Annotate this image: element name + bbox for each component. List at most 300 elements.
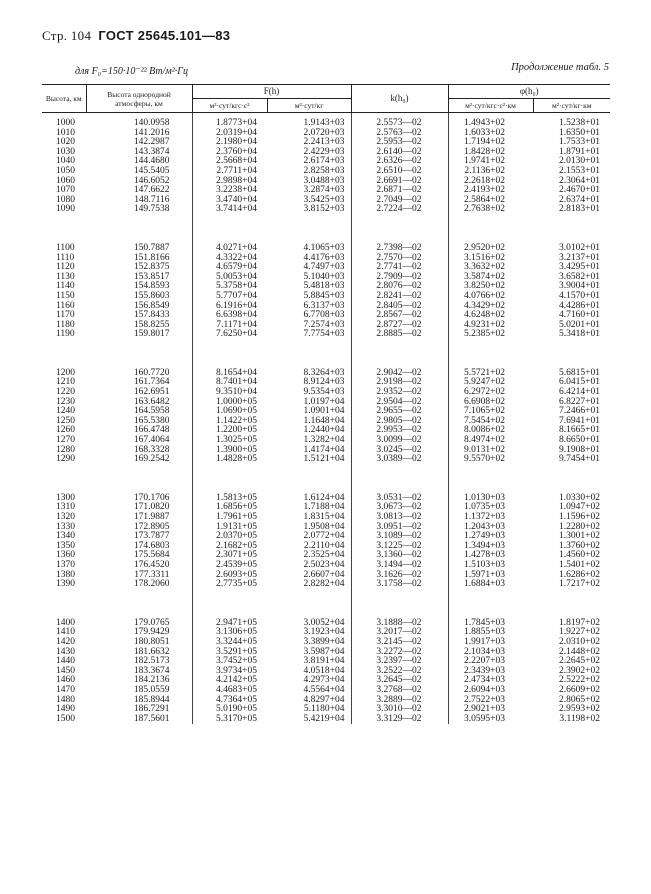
table-cell: 3.3899+04 xyxy=(303,636,345,647)
table-cell: 2.2413+03 xyxy=(303,137,345,148)
table-cell: 3.3010—02 xyxy=(351,705,448,715)
col-phi: φ(h₀) xyxy=(448,85,610,99)
table-cell: 7.6941+01 xyxy=(559,415,601,426)
table-cell: 1.6124+04 xyxy=(303,492,345,503)
table-cell: 6.3137+03 xyxy=(303,300,345,311)
table-cell: 140.0958 xyxy=(133,118,170,128)
table-cell: 1360 xyxy=(56,550,75,561)
table-cell: 1200 xyxy=(56,367,75,378)
table-cell: 4.6248+02 xyxy=(448,311,533,321)
table-row xyxy=(42,205,610,215)
table-cell: 1060 xyxy=(56,175,75,186)
table-cell: 1350 xyxy=(56,540,75,551)
table-cell: 4.1570+01 xyxy=(559,290,601,301)
table-cell: 156.8549 xyxy=(133,300,170,311)
table-cell: 2.7741—02 xyxy=(351,263,448,273)
table-cell: 4.7497+03 xyxy=(303,262,345,273)
table-cell: 8.7401+04 xyxy=(192,378,267,388)
table-cell: 2.2645+02 xyxy=(559,656,601,667)
table-cell: 2.5023+04 xyxy=(303,559,345,570)
table-cell: 2.3902+02 xyxy=(559,665,601,676)
table-cell: 1.4943+02 xyxy=(448,119,533,129)
table-cell: 1.4174+04 xyxy=(303,444,345,455)
table-cell: 3.2238+04 xyxy=(192,186,267,196)
table-cell: 168.3328 xyxy=(133,444,170,455)
table-cell: 1480 xyxy=(56,694,75,705)
table-cell: 2.8076—02 xyxy=(351,282,448,292)
table-cell: 1240 xyxy=(56,406,75,417)
table-cell: 4.4176+03 xyxy=(303,252,345,263)
table-cell: 2.4670+01 xyxy=(559,185,601,196)
table-cell: 1.2440+04 xyxy=(303,425,345,436)
table-cell: 152.8375 xyxy=(133,262,170,273)
table-cell: 165.5380 xyxy=(133,415,170,426)
table-cell: 8.1665+01 xyxy=(559,425,601,436)
table-cell: 4.4683+05 xyxy=(192,686,267,696)
table-cell: 1.6856+05 xyxy=(192,503,267,513)
table-cell: 2.4539+05 xyxy=(192,561,267,571)
table-cell: 1020 xyxy=(56,137,75,148)
table-cell: 2.9471+05 xyxy=(192,619,267,629)
table-cell: 1.0000+05 xyxy=(192,398,267,408)
table-cell: 2.1448+02 xyxy=(559,646,601,657)
table-cell: 2.1682+05 xyxy=(192,542,267,552)
table-cell: 2.9042—02 xyxy=(351,369,448,379)
table-cell: 2.3064+01 xyxy=(559,175,601,186)
table-cell: 1.8428+02 xyxy=(448,148,533,158)
table-cell: 5.8845+03 xyxy=(303,290,345,301)
table-cell: 5.1180+04 xyxy=(303,704,345,715)
table-cell: 159.8017 xyxy=(133,329,170,340)
col-F-unit2: м²·сут/кг xyxy=(267,99,351,113)
table-cell: 1.0197+04 xyxy=(303,396,345,407)
table-cell: 2.5222+02 xyxy=(559,675,601,686)
table-cell: 5.3758+04 xyxy=(192,282,267,292)
table-cell: 3.8250+02 xyxy=(448,282,533,292)
table-cell: 176.4520 xyxy=(133,559,170,570)
table-cell: 185.8944 xyxy=(133,694,170,705)
table-cell: 3.0595+03 xyxy=(448,715,533,725)
table-cell: 2.9898+04 xyxy=(192,177,267,187)
table-cell: 3.2137+01 xyxy=(559,252,601,263)
page-header xyxy=(42,28,230,44)
table-cell: 178.2060 xyxy=(133,579,170,590)
table-cell: 2.6093+05 xyxy=(192,571,267,581)
table-cell: 3.1306+05 xyxy=(192,628,267,638)
table-cell: 179.9429 xyxy=(133,627,170,638)
table-cell: 3.5874+02 xyxy=(448,273,533,283)
table-cell: 183.3674 xyxy=(133,665,170,676)
table-cell: 2.0370+05 xyxy=(192,532,267,542)
table-cell: 3.2397—02 xyxy=(351,657,448,667)
table-cell: 1.7194+02 xyxy=(448,138,533,148)
table-cell: 1340 xyxy=(56,531,75,542)
table-cell: 7.1065+02 xyxy=(448,407,533,417)
table-cell: 3.9734+05 xyxy=(192,667,267,677)
table-cell: 2.9655—02 xyxy=(351,407,448,417)
table-cell: 5.2385+02 xyxy=(448,330,533,340)
table-cell: 7.1171+04 xyxy=(192,321,267,331)
table-cell: 1.8855+03 xyxy=(448,628,533,638)
table-cell: 5.3170+05 xyxy=(192,715,267,725)
table-cell: 1.3025+05 xyxy=(192,436,267,446)
table-cell: 8.0086+02 xyxy=(448,426,533,436)
table-cell: 4.1065+03 xyxy=(303,242,345,253)
table-cell: 146.6052 xyxy=(133,175,170,186)
table-cell: 4.7364+05 xyxy=(192,696,267,706)
table-cell: 3.7452+05 xyxy=(192,657,267,667)
table-cell: 3.0099—02 xyxy=(351,436,448,446)
table-cell: 1.1372+03 xyxy=(448,513,533,523)
table-cell: 1250 xyxy=(56,415,75,426)
table-cell: 1.0901+04 xyxy=(303,406,345,417)
table-cell: 1320 xyxy=(56,512,75,522)
table-cell: 3.2768—02 xyxy=(351,686,448,696)
table-row xyxy=(42,330,610,340)
table-cell: 1450 xyxy=(56,665,75,676)
table-cell: 4.2973+04 xyxy=(303,675,345,686)
table-cell: 2.7909—02 xyxy=(351,273,448,283)
table-cell: 2.2618+02 xyxy=(448,177,533,187)
table-cell: 2.3760+04 xyxy=(192,148,267,158)
table-cell: 2.6174+03 xyxy=(303,156,345,167)
table-cell: 1190 xyxy=(56,329,75,340)
table-cell: 1040 xyxy=(56,156,75,167)
table-cell: 3.4740+04 xyxy=(192,196,267,206)
table-cell: 3.1626—02 xyxy=(351,571,448,581)
table-cell: 4.9231+02 xyxy=(448,321,533,331)
table-cell: 1270 xyxy=(56,435,75,446)
table-cell: 4.0518+04 xyxy=(303,665,345,676)
table-cell: 1.2280+02 xyxy=(559,521,601,532)
table-cell: 3.0488+03 xyxy=(303,175,345,186)
table-cell: 4.0766+02 xyxy=(448,292,533,302)
table-cell: 2.5864+02 xyxy=(448,196,533,206)
table-cell: 1.7188+04 xyxy=(303,502,345,513)
table-cell: 187.5601 xyxy=(133,713,170,724)
table-cell: 1310 xyxy=(56,502,75,513)
table-cell: 157.8433 xyxy=(133,310,170,321)
table-cell: 2.7049—02 xyxy=(351,196,448,206)
table-cell: 3.2889—02 xyxy=(351,696,448,706)
table-cell: 160.7720 xyxy=(133,367,170,378)
table-cell: 2.9504—02 xyxy=(351,398,448,408)
table-cell: 3.8152+03 xyxy=(303,204,345,215)
table-cell: 154.8593 xyxy=(133,281,170,292)
table-cell: 3.2017—02 xyxy=(351,628,448,638)
table-cell: 5.9247+02 xyxy=(448,378,533,388)
table-cell: 3.0951—02 xyxy=(351,523,448,533)
table-row xyxy=(42,580,610,590)
table-cell: 6.8227+01 xyxy=(559,396,601,407)
table-cell: 5.3418+01 xyxy=(559,329,601,340)
table-condition: для F₀=150·10⁻²² Вт/м²·Гц xyxy=(75,66,188,77)
table-cell: 143.3874 xyxy=(133,146,170,157)
col-phi-unit2: м²·сут/кг·км xyxy=(533,99,610,113)
table-cell: 2.3439+03 xyxy=(448,667,533,677)
table-cell: 1.9227+02 xyxy=(559,627,601,638)
table-cell: 1110 xyxy=(56,252,75,263)
table-cell: 2.5573—02 xyxy=(351,119,448,129)
table-cell: 1410 xyxy=(56,627,75,638)
table-cell: 1.3900+05 xyxy=(192,446,267,456)
table-cell: 2.8727—02 xyxy=(351,321,448,331)
table-cell: 2.7570—02 xyxy=(351,254,448,264)
table-cell: 5.0053+04 xyxy=(192,273,267,283)
table-cell: 1390 xyxy=(56,579,75,590)
table-cell: 1.4828+05 xyxy=(192,455,267,465)
table-cell: 1.0735+03 xyxy=(448,503,533,513)
table-cell: 1.1648+04 xyxy=(303,415,345,426)
col-phi-unit1: м²·сут/кгс·с²·км xyxy=(448,99,533,113)
table-cell: 182.5173 xyxy=(133,656,170,667)
table-cell: 1.7961+05 xyxy=(192,513,267,523)
table-cell: 2.9593+02 xyxy=(559,704,601,715)
table-cell: 3.1360—02 xyxy=(351,551,448,561)
table-cell: 3.1089—02 xyxy=(351,532,448,542)
table-cell: 3.0102+01 xyxy=(559,242,601,253)
table-cell: 1.5103+03 xyxy=(448,561,533,571)
table-cell: 149.7538 xyxy=(133,204,170,215)
table-cell: 1.3282+04 xyxy=(303,435,345,446)
table-cell: 1070 xyxy=(56,185,75,196)
table-cell: 181.6632 xyxy=(133,646,170,657)
table-cell: 162.6951 xyxy=(133,387,170,398)
table-cell: 1.5238+01 xyxy=(559,118,601,128)
table-cell: 169.2542 xyxy=(133,454,170,465)
table-cell: 1.9917+03 xyxy=(448,638,533,648)
table-cell: 3.3129—02 xyxy=(351,715,448,725)
table-cell: 5.0190+05 xyxy=(192,705,267,715)
table-cell: 1430 xyxy=(56,646,75,657)
table-cell: 144.4680 xyxy=(133,156,170,167)
table-cell: 174.6803 xyxy=(133,540,170,551)
table-cell: 1090 xyxy=(56,204,75,215)
table-cell: 1380 xyxy=(56,569,75,580)
table-cell: 2.8241—02 xyxy=(351,292,448,302)
table-row xyxy=(42,715,610,725)
table-cell: 1370 xyxy=(56,559,75,570)
table-cell: 2.4229+03 xyxy=(303,146,345,157)
table-cell: 1.3494+03 xyxy=(448,542,533,552)
table-cell: 2.5763—02 xyxy=(351,129,448,139)
table-cell: 2.7398—02 xyxy=(351,244,448,254)
table-cell: 2.6609+02 xyxy=(559,684,601,695)
table-cell: 2.6094+03 xyxy=(448,686,533,696)
table-cell: 164.5958 xyxy=(133,406,170,417)
table-cell: 6.7708+03 xyxy=(303,310,345,321)
table-cell: 151.8166 xyxy=(133,252,170,263)
table-cell: 4.5564+04 xyxy=(303,684,345,695)
table-cell: 2.8282+04 xyxy=(303,579,345,590)
table-cell: 2.1553+01 xyxy=(559,165,601,176)
table-cell: 1500 xyxy=(56,713,75,724)
table-cell: 1130 xyxy=(56,271,75,282)
table-cell: 161.7364 xyxy=(133,377,170,388)
table-cell: 4.8297+04 xyxy=(303,694,345,705)
table-cell: 2.2207+03 xyxy=(448,657,533,667)
table-cell: 1.8773+04 xyxy=(192,119,267,129)
table-cell: 1.3760+02 xyxy=(559,540,601,551)
table-cell: 1420 xyxy=(56,636,75,647)
table-cell: 147.6622 xyxy=(133,185,170,196)
table-cell: 1.0690+05 xyxy=(192,407,267,417)
table-cell: 3.2272—02 xyxy=(351,648,448,658)
table-cell: 1010 xyxy=(56,127,75,138)
table-row xyxy=(42,455,610,465)
table-cell: 1460 xyxy=(56,675,75,686)
table-cell: 2.6691—02 xyxy=(351,177,448,187)
table-cell: 2.6374+01 xyxy=(559,194,601,205)
table-cell: 1220 xyxy=(56,387,75,398)
col-F: F(h) xyxy=(192,85,351,99)
table-cell: 2.0319+04 xyxy=(192,129,267,139)
table-cell: 2.3071+05 xyxy=(192,551,267,561)
table-cell: 2.4734+03 xyxy=(448,676,533,686)
table-cell: 1170 xyxy=(56,310,75,321)
table-cell: 166.4748 xyxy=(133,425,170,436)
table-cell: 2.0310+02 xyxy=(559,636,601,647)
table-cell: 3.5987+04 xyxy=(303,646,345,657)
table-cell: 142.2987 xyxy=(133,137,170,148)
table-cell: 3.2145—02 xyxy=(351,638,448,648)
table-cell: 1400 xyxy=(56,617,75,628)
table-cell: 1.9741+02 xyxy=(448,157,533,167)
table-cell: 1440 xyxy=(56,656,75,667)
table-cell: 2.1034+03 xyxy=(448,648,533,658)
table-cell: 3.3244+05 xyxy=(192,638,267,648)
table-cell: 2.6510—02 xyxy=(351,167,448,177)
table-cell: 185.0559 xyxy=(133,684,170,695)
table-cell: 3.5291+05 xyxy=(192,648,267,658)
table-cell: 1230 xyxy=(56,396,75,407)
table-cell: 2.8405—02 xyxy=(351,302,448,312)
table-cell: 1.4278+03 xyxy=(448,551,533,561)
table-cell: 5.4818+03 xyxy=(303,281,345,292)
table-cell: 179.0765 xyxy=(133,617,170,628)
table-cell: 2.9198—02 xyxy=(351,378,448,388)
table-cell: 3.1225—02 xyxy=(351,542,448,552)
table-cell: 2.1980+04 xyxy=(192,138,267,148)
table-cell: 7.2574+03 xyxy=(303,319,345,330)
table-cell: 5.1040+03 xyxy=(303,271,345,282)
table-cell: 1.8791+01 xyxy=(559,146,601,157)
table-cell: 3.5425+03 xyxy=(303,194,345,205)
table-cell: 148.7116 xyxy=(134,194,170,205)
table-cell: 6.4214+01 xyxy=(559,387,601,398)
table-cell: 3.1923+04 xyxy=(303,627,345,638)
table-cell: 1.2749+03 xyxy=(448,532,533,542)
table-cell: 3.7414+04 xyxy=(192,205,267,215)
table-cell: 2.0772+04 xyxy=(303,531,345,542)
table-cell: 3.9004+01 xyxy=(559,281,601,292)
table-cell: 3.6582+01 xyxy=(559,271,601,282)
table-cell: 1330 xyxy=(56,521,75,532)
table-cell: 5.5721+02 xyxy=(448,369,533,379)
table-cell: 1.5971+03 xyxy=(448,571,533,581)
table-cell: 3.1198+02 xyxy=(559,713,601,724)
table-cell: 1.2043+03 xyxy=(448,523,533,533)
table-cell: 9.0131+02 xyxy=(448,446,533,456)
table-cell: 2.3525+04 xyxy=(303,550,345,561)
table-cell: 1290 xyxy=(56,454,75,465)
table-cell: 3.1494—02 xyxy=(351,561,448,571)
table-cell: 7.7754+03 xyxy=(303,329,345,340)
table-cell: 2.8885—02 xyxy=(351,330,448,340)
col-height: Высота, км xyxy=(42,85,86,113)
table-cell: 9.7454+01 xyxy=(559,454,601,465)
table-cell: 5.0201+01 xyxy=(559,319,601,330)
table-cell: 3.3632+02 xyxy=(448,263,533,273)
table-cell: 3.0052+04 xyxy=(303,617,345,628)
table-cell: 2.8258+03 xyxy=(303,165,345,176)
table-cell: 3.1758—02 xyxy=(351,580,448,590)
table-cell: 6.6398+04 xyxy=(192,311,267,321)
table-cell: 180.8051 xyxy=(133,636,170,647)
table-cell: 1470 xyxy=(56,684,75,695)
table-cell: 1.6033+02 xyxy=(448,129,533,139)
table-cell: 3.0389—02 xyxy=(351,455,448,465)
table-cell: 1120 xyxy=(56,262,75,273)
table-cell: 3.0245—02 xyxy=(351,446,448,456)
table-cell: 3.2874+03 xyxy=(303,185,345,196)
table-cell: 2.9520+02 xyxy=(448,244,533,254)
table-cell: 2.6140—02 xyxy=(351,148,448,158)
table-cell: 5.4219+04 xyxy=(303,713,345,724)
table-cell: 158.8255 xyxy=(133,319,170,330)
table-cell: 1000 xyxy=(56,118,75,128)
table-cell: 1180 xyxy=(56,319,75,330)
table-cell: 6.2972+02 xyxy=(448,388,533,398)
table-cell: 1.7845+03 xyxy=(448,619,533,629)
table-cell: 1.8315+04 xyxy=(303,512,345,522)
table-cell: 1.0330+02 xyxy=(559,492,601,503)
table-cell: 2.9352—02 xyxy=(351,388,448,398)
table-cell: 4.6579+04 xyxy=(192,263,267,273)
table-cell: 4.0271+04 xyxy=(192,244,267,254)
table-cell: 1.7217+02 xyxy=(559,579,601,590)
table-cell: 2.5668+04 xyxy=(192,157,267,167)
table-cell: 7.5454+02 xyxy=(448,417,533,427)
table-cell: 7.6250+04 xyxy=(192,330,267,340)
table-cell: 163.6482 xyxy=(133,396,170,407)
table-cell: 3.2522—02 xyxy=(351,667,448,677)
table-cell: 1.1596+02 xyxy=(559,512,601,522)
table-cell: 3.8191+04 xyxy=(303,656,345,667)
table-cell: 1300 xyxy=(56,492,75,503)
table-cell: 1490 xyxy=(56,704,75,715)
table-cell: 171.9887 xyxy=(133,512,170,522)
table-cell: 186.7291 xyxy=(133,704,170,715)
table-cell: 6.0415+01 xyxy=(559,377,601,388)
table-cell: 153.8517 xyxy=(133,271,170,282)
table-cell: 172.8905 xyxy=(133,521,170,532)
table-cell: 4.3322+04 xyxy=(192,254,267,264)
table-cell: 6.6908+02 xyxy=(448,398,533,408)
table-cell: 9.5570+02 xyxy=(448,455,533,465)
table-cell: 2.0130+01 xyxy=(559,156,601,167)
table-cell: 9.5354+03 xyxy=(303,387,345,398)
table-cell: 1.4560+02 xyxy=(559,550,601,561)
table-cell: 167.4064 xyxy=(133,435,170,446)
table-cell: 8.1654+04 xyxy=(192,369,267,379)
table-cell: 155.8603 xyxy=(133,290,170,301)
table-cell: 4.7160+01 xyxy=(559,310,601,321)
table-cell: 1280 xyxy=(56,444,75,455)
table-cell: 175.5684 xyxy=(133,550,170,561)
table-cell: 1.3001+02 xyxy=(559,531,601,542)
page-number: Стр. 104 xyxy=(42,28,92,43)
